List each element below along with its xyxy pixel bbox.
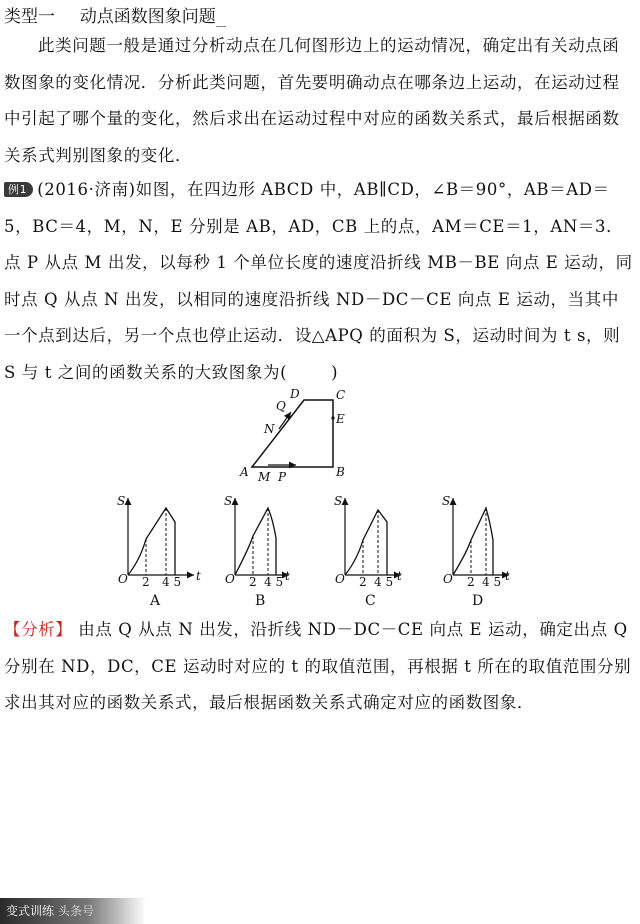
heading-title: 动点函数图象问题 (79, 7, 216, 27)
arrow-nq (279, 412, 291, 429)
tick-2: 2 (249, 575, 257, 589)
tick-45: 4 5 (264, 575, 284, 589)
footer-label: 变式训练 (6, 904, 55, 918)
analysis-paragraph (4, 612, 634, 722)
analysis-text: 由点 Q 从点 N 出发，沿折线 ND－DC－CE 向点 E 运动，确定出点 Q 分别在 ND，DC，CE 运动时对应的 t 的取值范围，再根据 t 所在的取值范围分别求出其对应的函数关系式，最后根据函数关系式确定对应的函数图象． (4, 620, 632, 712)
label-n: N (264, 422, 275, 436)
curve-b (235, 508, 276, 575)
quadrilateral-figure (239, 387, 345, 484)
axis-s: S (442, 494, 451, 508)
label-e: E (336, 412, 345, 426)
point-e-dot (331, 416, 334, 419)
origin: O (118, 572, 128, 586)
option-graph-b (224, 494, 290, 609)
axis-t: t (285, 569, 290, 583)
type-label: 类型一 (4, 7, 55, 27)
analysis-tag: 【分析】 (4, 620, 73, 639)
tick-45: 4 5 (482, 575, 502, 589)
curve-a (128, 508, 175, 575)
axis-t: t (196, 569, 201, 583)
tick-2: 2 (359, 575, 367, 589)
tick-45: 4 5 (162, 575, 182, 589)
origin: O (335, 572, 345, 586)
watermark: 头条号 (58, 904, 95, 918)
footer-bar (0, 898, 146, 924)
option-label-b: B (255, 593, 266, 609)
example-close-paren: ) (331, 362, 339, 382)
option-graph-c (334, 494, 402, 609)
example-badge: 例1 (4, 182, 33, 197)
option-label-c: C (365, 593, 376, 609)
tick-45: 4 5 (374, 575, 394, 589)
axis-t: t (505, 569, 510, 583)
label-b: B (336, 465, 345, 479)
option-graph-a (117, 494, 201, 609)
axis-s: S (334, 494, 343, 508)
label-d: D (290, 387, 300, 401)
option-label-a: A (150, 593, 161, 609)
axis-s: S (224, 494, 233, 508)
label-a: A (240, 465, 249, 479)
curve-d (453, 508, 493, 575)
origin: O (225, 572, 235, 586)
option-label-d: D (472, 593, 484, 609)
label-p: P (278, 470, 287, 484)
example-text: (2016·济南)如图，在四边形 ABCD 中，AB∥CD，∠B＝90°，AB＝AD＝5，BC＝4，M，N，E 分别是 AB，AD，CB 上的点，AM＝CE＝1，AN＝3．点 P 从点 M 出发，以每秒 1 个单位长度的速度沿折线 MB－BE 向点 E 运动，同时点 Q 从点 N 出发，以相同的速度沿折线 ND－DC－CE 向点 E 运动，当其中一个点到达后，另一个点也停止运动．设△APQ 的面积为 S，运动时间为 t s，则 S 与 t 之间的函数关系的大致图象为( (4, 180, 633, 382)
axis-t: t (397, 569, 402, 583)
origin: O (443, 572, 453, 586)
option-graph-d (442, 494, 510, 609)
axis-s: S (117, 494, 126, 508)
label-q: Q (276, 399, 286, 413)
label-c: C (336, 388, 346, 402)
curve-c (345, 510, 387, 575)
tick-2: 2 (142, 575, 150, 589)
intro-paragraph: 此类问题一般是通过分析动点在几何图形边上的运动情况，确定出有关动点函数图象的变化情况．分析此类问题，首先要明确动点在哪条边上运动，在运动过程中引起了哪个量的变化，然后求出在运动过程中对应的函数关系式，最后根据函数关系式判别图象的变化． (4, 36, 620, 165)
label-m: M (258, 470, 271, 484)
tick-2: 2 (467, 575, 475, 589)
